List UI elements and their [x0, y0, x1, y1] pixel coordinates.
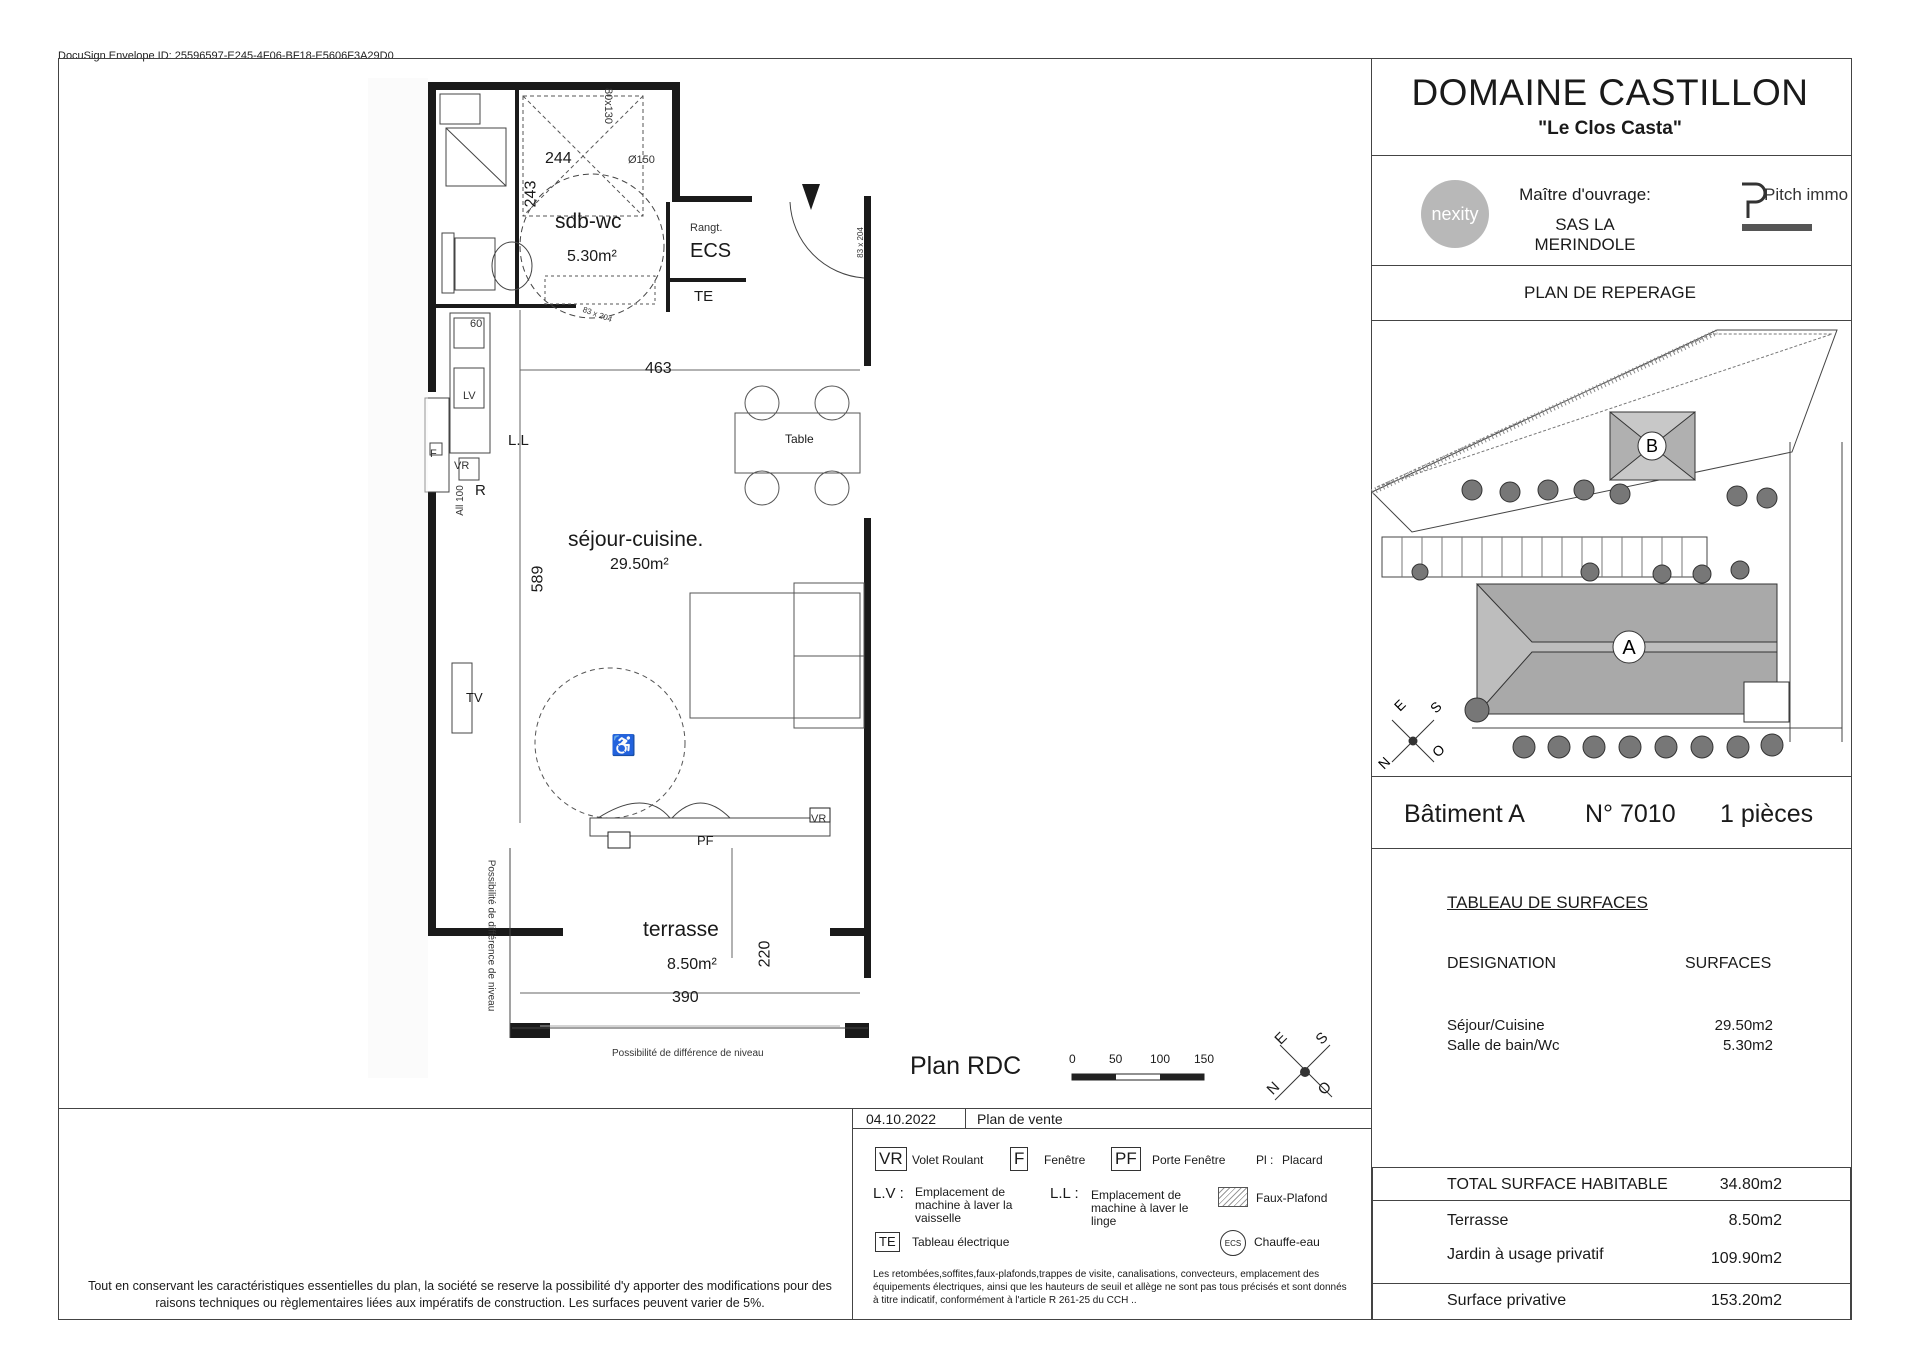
r-label: R: [475, 482, 486, 499]
legend-te-text: Tableau électrique: [912, 1235, 1010, 1249]
surface-row-label: Salle de bain/Wc: [1447, 1037, 1560, 1054]
floor-plan: [370, 78, 880, 1078]
plan-reperage-title: PLAN DE REPERAGE: [1524, 283, 1696, 302]
scale-50: 50: [1109, 1052, 1123, 1066]
building-a-label: A: [1622, 637, 1636, 659]
sdb-area: 5.30m²: [567, 248, 617, 265]
legend-ecs-text: Chauffe-eau: [1254, 1235, 1320, 1249]
legend-pf-code: PF: [1111, 1147, 1141, 1171]
disclaimer: Tout en conservant les caractéristiques essentielles du plan, la société se reserve la possibilité d'y apporter des modifications pour des raisons techniques ou règlementaires liées aux impératifs de construction. Les surfaces peuvent varier de 5%.: [88, 1279, 832, 1310]
pitch-immo-logo: [1738, 180, 1849, 236]
site-compass-n: N: [1374, 753, 1394, 773]
docusign-envelope-id: DocuSign Envelope ID: 25596597-E245-4F06-BF18-E5606F3A29D0: [58, 50, 394, 62]
legend-te-code: TE: [875, 1232, 900, 1252]
niveau-note-vertical: Possibilité de différence de niveau: [485, 859, 497, 1012]
surfaces-table-title: TABLEAU DE SURFACES: [1447, 893, 1648, 912]
dim-390: 390: [672, 989, 699, 1006]
legend-note: Les retombées,soffites,faux-plafonds,trappes de visite, canalisations, convecteurs, emplacement des équipements électriques, ainsi que les hauteurs de seuil et allège ne sont pas tous précisés et sont donnés à titre indicatif, conformément à l'article R 261-25 du CCH ..: [873, 1269, 1347, 1306]
dim-243: 243: [522, 180, 540, 208]
wheelchair-icon: ♿: [611, 735, 636, 757]
legend-f-text: Fenêtre: [1044, 1153, 1086, 1167]
legend-lv-code: L.V :: [873, 1185, 904, 1202]
compass-s: S: [1312, 1028, 1332, 1049]
surface-row-label: Séjour/Cuisine: [1447, 1017, 1545, 1034]
divider: [965, 1108, 966, 1128]
legend-pl-text: Placard: [1282, 1153, 1323, 1167]
total-habitable-label: TOTAL SURFACE HABITABLE: [1447, 1176, 1668, 1193]
table-label: Table: [785, 432, 814, 446]
surface-privative-value: 153.20m2: [1710, 1292, 1782, 1309]
lv-label: LV: [463, 390, 476, 402]
te-label: TE: [694, 288, 714, 305]
scale-150: 150: [1194, 1052, 1215, 1066]
maitre-ouvrage-label: Maître d'ouvrage:: [1519, 185, 1651, 204]
sejour-area: 29.50m²: [610, 556, 669, 573]
f-label: F: [430, 448, 437, 460]
terrasse-area: 8.50m²: [667, 956, 717, 973]
dim-589: 589: [529, 565, 547, 593]
pf-label: PF: [697, 833, 714, 848]
lot-number: N° 7010: [1585, 800, 1676, 828]
divider: [1371, 776, 1851, 777]
ecs-label: ECS: [690, 240, 732, 262]
ecs-icon: ECS: [1220, 1230, 1246, 1256]
terrasse-value: 8.50m2: [1728, 1212, 1782, 1229]
building-b-label: B: [1645, 436, 1659, 456]
surface-row-value: 5.30m2: [1722, 1037, 1773, 1054]
site-plan: [1372, 322, 1850, 774]
site-compass-e: E: [1390, 696, 1409, 715]
legend-ll-text: Emplacement de machine à laver le linge: [1091, 1188, 1189, 1228]
project-subtitle: "Le Clos Casta": [1538, 118, 1682, 139]
scale-bar: [1072, 1067, 1204, 1073]
maitre-ouvrage-name: SAS LA MERINDOLE: [1534, 215, 1636, 254]
dim-150: Ø150: [628, 154, 655, 166]
legend-vr-code: VR: [875, 1147, 907, 1171]
legend-lv-text: Emplacement de machine à laver la vaisselle: [915, 1185, 1013, 1225]
designation-header: DESIGNATION: [1447, 955, 1557, 972]
terrasse-room-label: terrasse: [643, 918, 719, 941]
divider: [1371, 320, 1851, 321]
room-count: 1 pièces: [1720, 800, 1814, 828]
total-habitable-value: 34.80m2: [1719, 1176, 1782, 1193]
surface-privative-label: Surface privative: [1447, 1292, 1567, 1309]
compass-e: E: [1271, 1028, 1291, 1049]
surface-row-value: 29.50m2: [1714, 1017, 1773, 1034]
legend-pf-text: Porte Fenêtre: [1152, 1153, 1226, 1167]
divider: [852, 1128, 1372, 1129]
surfaces-header: SURFACES: [1685, 955, 1772, 972]
jardin-value: 109.90m2: [1710, 1250, 1782, 1267]
terrasse-label: Terrasse: [1447, 1212, 1509, 1229]
divider: [1372, 1200, 1851, 1201]
jardin-label: Jardin à usage privatif: [1447, 1246, 1604, 1263]
rangement-label: Rangt.: [690, 222, 723, 234]
plan-type: Plan de vente: [977, 1111, 1063, 1127]
compass-n: N: [1263, 1078, 1284, 1099]
plan-date: 04.10.2022: [866, 1111, 937, 1127]
legend-vr-text: Volet Roulant: [912, 1153, 984, 1167]
site-compass-o: O: [1428, 741, 1448, 761]
divider: [1371, 155, 1851, 156]
divider: [1372, 1283, 1851, 1284]
vr-door-label: VR: [811, 813, 827, 825]
legend-pl-code: Pl :: [1256, 1153, 1274, 1167]
dim-60: 60: [470, 318, 483, 330]
legend-f-code: F: [1010, 1147, 1028, 1171]
faux-plafond-swatch: [1218, 1187, 1248, 1207]
tv-label: TV: [466, 690, 483, 705]
plan-rdc-title: Plan RDC: [910, 1052, 1022, 1080]
divider: [1371, 265, 1851, 266]
scale-0: 0: [1069, 1052, 1076, 1066]
site-compass-s: S: [1426, 698, 1445, 717]
scale-100: 100: [1150, 1052, 1171, 1066]
divider: [1371, 848, 1851, 849]
dim-all100: All 100: [454, 485, 466, 516]
sejour-label: séjour-cuisine.: [568, 528, 704, 551]
sdb-label: sdb-wc: [555, 210, 622, 233]
dim-220: 220: [756, 940, 774, 968]
divider: [58, 1108, 1372, 1109]
dim-80x130: 80x130: [602, 87, 615, 125]
legend-ll-code: L.L :: [1050, 1185, 1079, 1202]
niveau-note-horizontal: Possibilité de différence de niveau: [612, 1048, 764, 1059]
project-title: DOMAINE CASTILLON: [1411, 72, 1809, 113]
divider: [852, 1108, 853, 1320]
dim-83x204-a: 83 x 204: [581, 305, 614, 324]
nexity-logo: nexity: [1421, 180, 1489, 248]
pitch-text: Pitch immo: [1764, 185, 1849, 204]
ll-label: L.L: [508, 432, 529, 449]
batiment: Bâtiment A: [1404, 800, 1525, 828]
dim-83x204-b: 83 x 204: [855, 227, 865, 258]
legend-fp-text: Faux-Plafond: [1256, 1191, 1328, 1205]
dim-463: 463: [645, 360, 672, 377]
vr-label: VR: [454, 460, 470, 472]
dim-244: 244: [545, 150, 572, 167]
compass-o: O: [1314, 1078, 1335, 1099]
